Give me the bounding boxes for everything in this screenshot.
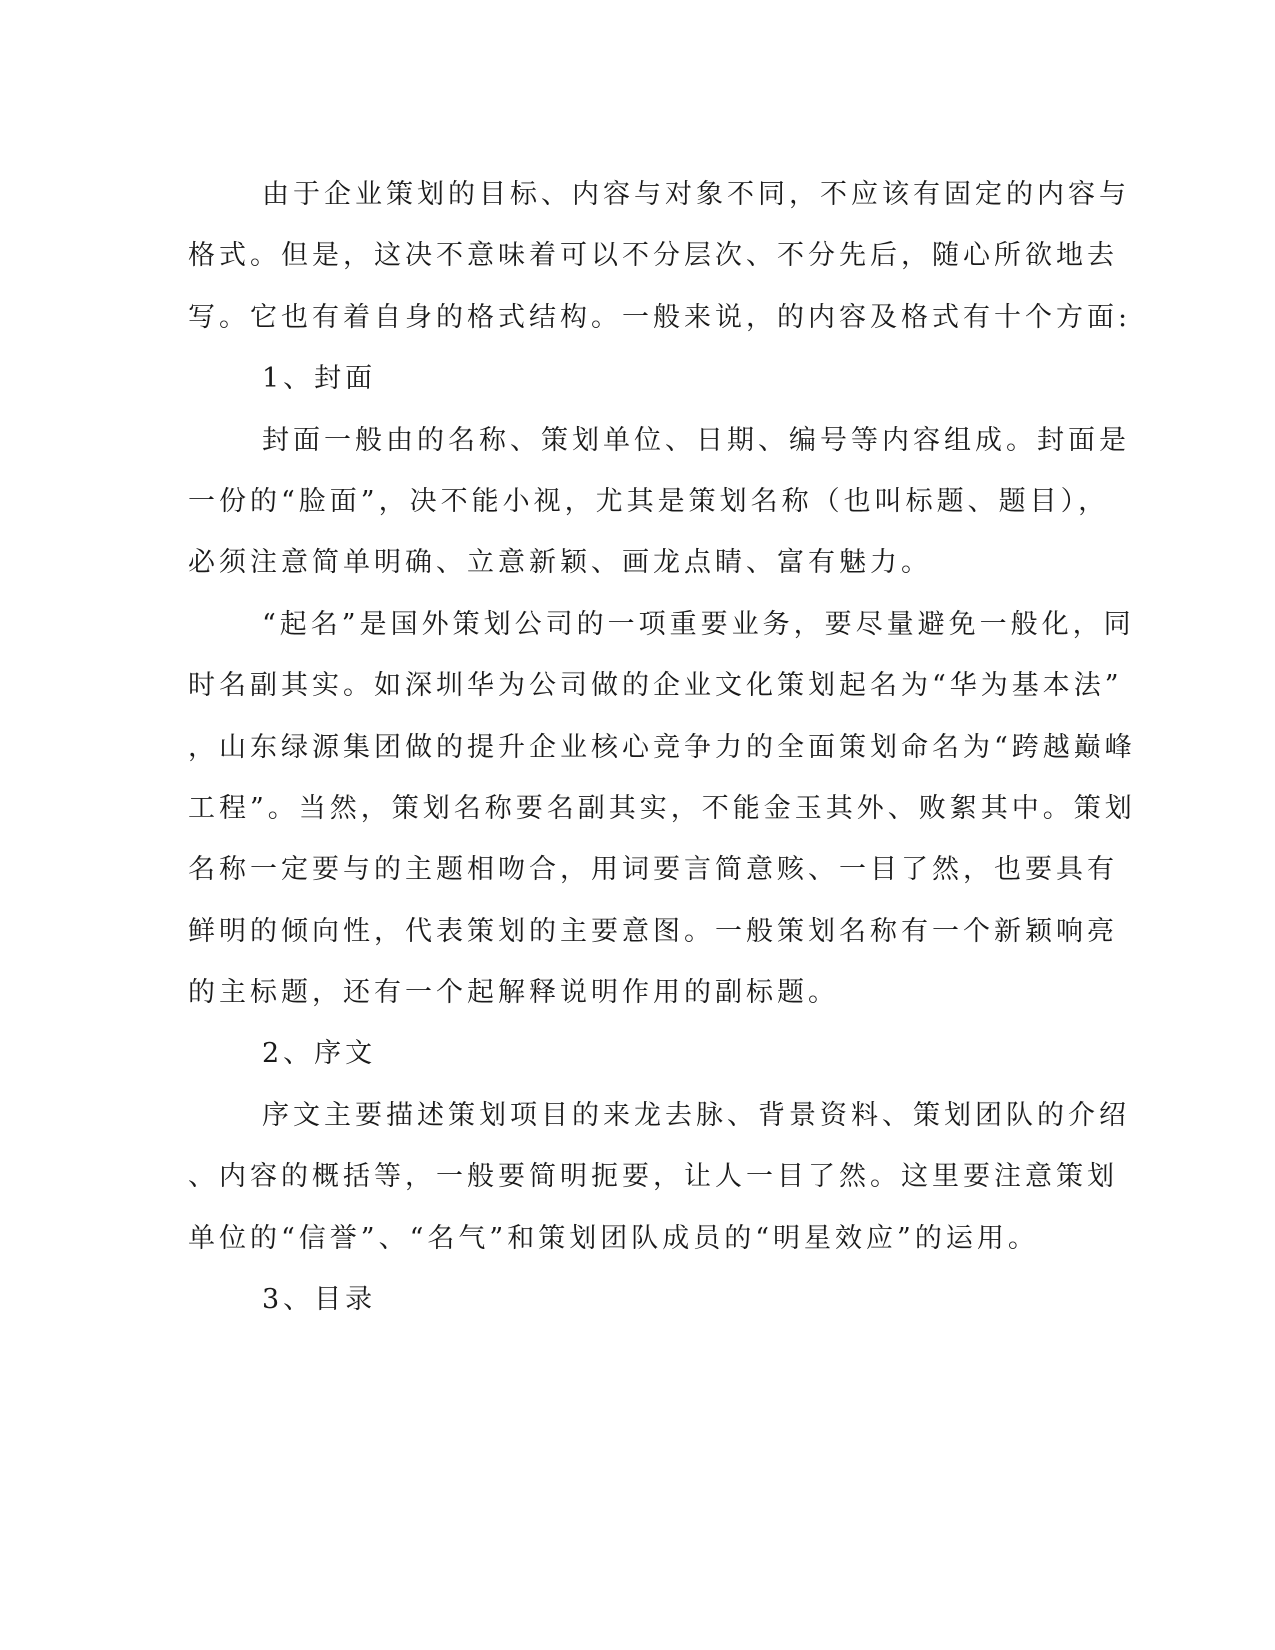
paragraph-line: 写。它也有着自身的格式结构。一般来说，的内容及格式有十个方面: [188, 301, 1132, 333]
paragraph-line: 一份的“脸面”，决不能小视，尤其是策划名称（也叫标题、题目）， [188, 485, 1110, 517]
paragraph-line: 封面一般由的名称、策划单位、日期、编号等内容组成。封面是 [262, 424, 1130, 456]
paragraph-line: 工程”。当然，策划名称要名副其实，不能金玉其外、败絮其中。策划 [188, 792, 1136, 824]
paragraph-line: 必须注意简单明确、立意新颖、画龙点睛、富有魅力。 [188, 547, 932, 579]
paragraph-line: 序文主要描述策划项目的来龙去脉、背景资料、策划团队的介绍 [262, 1099, 1130, 1131]
section-heading-cover: 1、封面 [262, 363, 377, 395]
paragraph-line: 由于企业策划的目标、内容与对象不同，不应该有固定的内容与 [262, 179, 1130, 210]
paragraph-line: 名称一定要与的主题相吻合，用词要言简意赅、一目了然，也要具有 [188, 854, 1118, 886]
paragraph-line: ，山东绿源集团做的提升企业核心竞争力的全面策划命名为“跨越巅峰 [188, 731, 1136, 763]
section-heading-contents: 3、目录 [262, 1284, 377, 1316]
paragraph-line: 、内容的概括等，一般要简明扼要，让人一目了然。这里要注意策划 [188, 1161, 1118, 1193]
paragraph-line: 的主标题，还有一个起解释说明作用的副标题。 [188, 977, 839, 1009]
paragraph-line: 格式。但是，这决不意味着可以不分层次、不分先后，随心所欲地去 [188, 240, 1118, 272]
paragraph-line: 鲜明的倾向性，代表策划的主要意图。一般策划名称有一个新颖响亮 [188, 915, 1118, 947]
paragraph-line: 单位的“信誉”、“名气”和策划团队成员的“明星效应”的运用。 [188, 1222, 1039, 1254]
section-heading-preface: 2、序文 [262, 1038, 377, 1070]
document-body [188, 164, 1136, 1330]
paragraph-line: 时名副其实。如深圳华为公司做的企业文化策划起名为“华为基本法” [188, 670, 1123, 702]
paragraph-line: “起名”是国外策划公司的一项重要业务，要尽量避免一般化，同 [262, 608, 1135, 640]
